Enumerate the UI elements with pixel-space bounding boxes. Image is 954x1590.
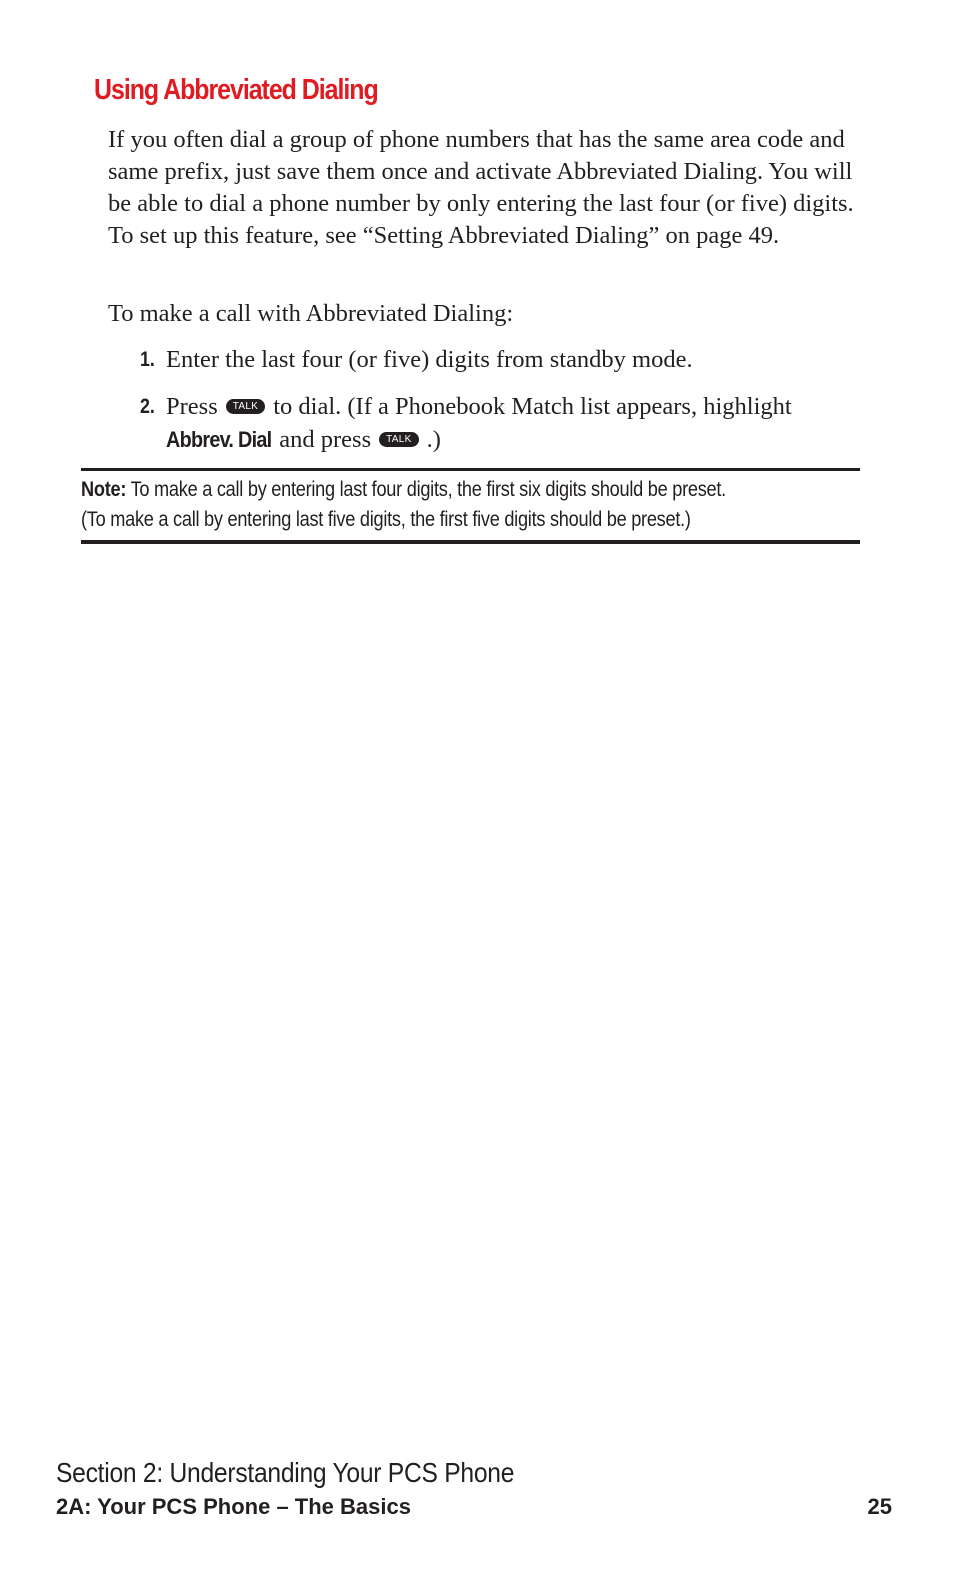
steps-lead-text: To make a call with Abbreviated Dialing: [108, 300, 514, 327]
step-2 [140, 391, 870, 457]
talk-key-icon: TALK [379, 432, 418, 447]
step-1 [140, 344, 870, 377]
step-text: to dial. (If a Phonebook Match list appears, highlight [273, 393, 792, 420]
section-heading: Using Abbreviated Dialing [94, 74, 378, 106]
step-line-2 [166, 424, 870, 457]
step-number: 2. [140, 395, 155, 418]
note-top-rule [81, 468, 860, 471]
page-number: 25 [867, 1494, 892, 1519]
step-text: .) [426, 426, 441, 453]
step-text: and press [279, 426, 372, 453]
step-text: Enter the last four (or five) digits from standby mode. [166, 346, 693, 373]
step-text: Press [166, 393, 218, 420]
note-label: Note: [81, 478, 127, 501]
softkey-label: Abbrev. Dial [166, 427, 272, 452]
intro-paragraph: If you often dial a group of phone numbers that has the same area code and same prefix, just save them once and activate Abbreviated Dialing. You will be able to dial a phone number by only entering the last four (or five) digits. To set up this feature, see “Setting Abbreviated Dialing” on page 49. [108, 126, 854, 249]
talk-key-icon: TALK [226, 399, 265, 414]
note-box [81, 475, 860, 535]
footer-chapter-title: 2A: Your PCS Phone – The Basics [56, 1494, 411, 1519]
note-bottom-rule [81, 540, 860, 544]
note-text: To make a call by entering last four digits, the first six digits should be preset. [130, 478, 726, 501]
note-line-2: (To make a call by entering last five digits, the first five digits should be preset.) [81, 508, 691, 531]
note-line-1 [81, 475, 860, 505]
footer-section-title: Section 2: Understanding Your PCS Phone [56, 1457, 515, 1488]
step-number: 1. [140, 348, 155, 371]
step-line-1 [166, 391, 870, 424]
